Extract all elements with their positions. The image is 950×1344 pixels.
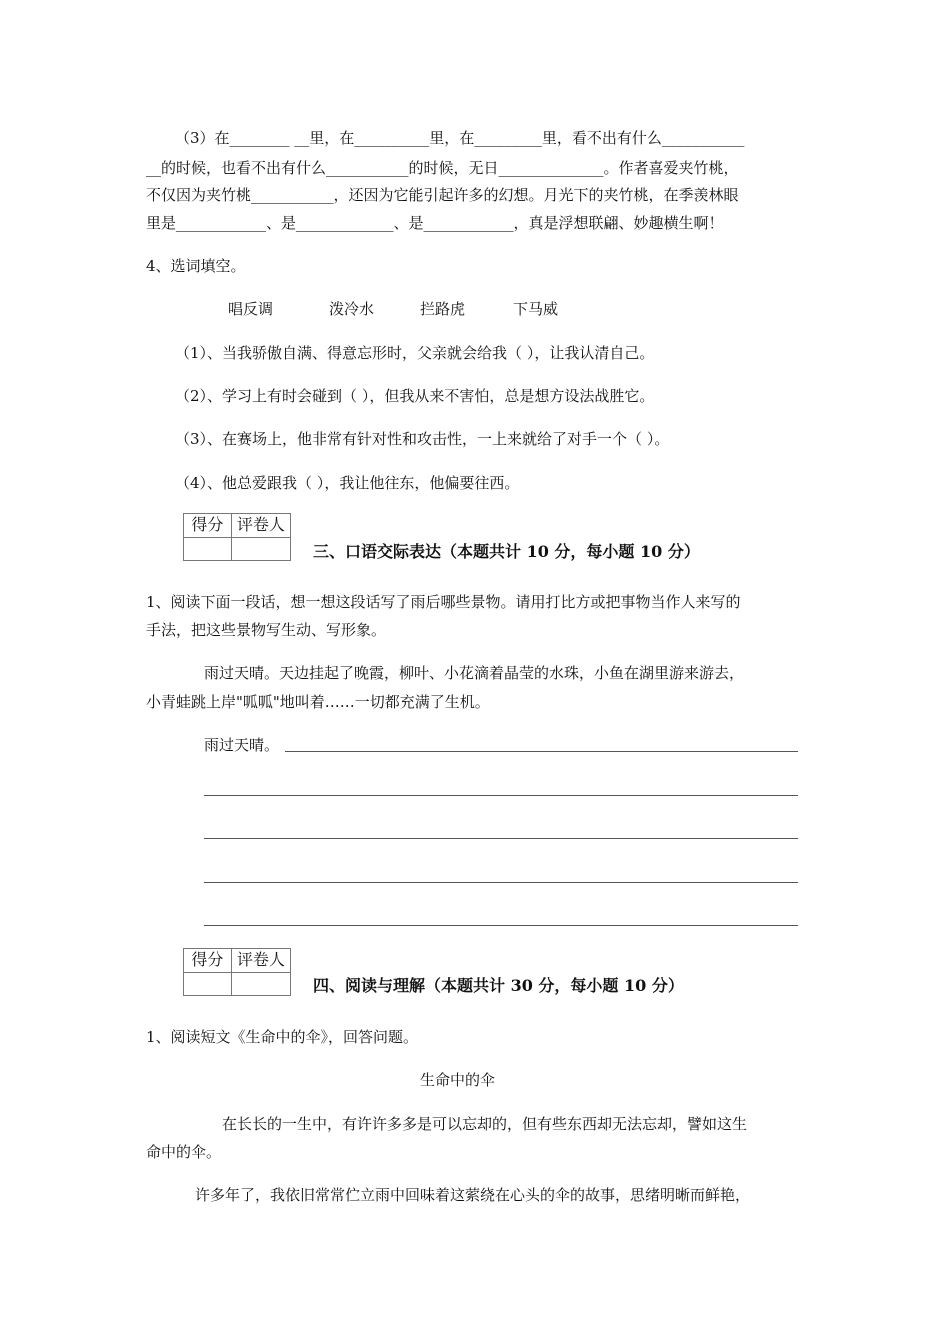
score-cell[interactable]	[184, 537, 232, 561]
grader-label: 评卷人	[231, 514, 290, 538]
q4-item: （1）、当我骄傲自满、得意忘形时，父亲就会给我（ ），让我认清自己。	[175, 344, 655, 362]
q4-item: （2）、学习上有时会碰到（ ），但我从来不害怕，总是想方设法战胜它。	[175, 387, 655, 405]
q3-line1: （3）在________ __里，在__________里，在_________里，看不出有什么___________	[175, 129, 745, 147]
answer-line[interactable]	[204, 925, 798, 926]
section4-heading: 四、阅读与理解（本题共计 30 分，每小题 10 分）	[313, 976, 684, 995]
q4-item: （4）、他总爱跟我（ ），我让他往东，他偏要往西。	[175, 474, 520, 492]
article-p1-line2: 命中的伞。	[146, 1143, 222, 1161]
q4-option: 泼冷水	[329, 300, 375, 318]
q4-item: （3）、在赛场上，他非常有针对性和攻击性，一上来就给了对手一个（ ）。	[175, 430, 670, 448]
q3-line2: __的时候，也看不出有什么___________的时候，无日______________。作者喜爱夹竹桃，	[146, 159, 739, 177]
article-title: 生命中的伞	[420, 1071, 496, 1089]
s3-para-line2: 小青蛙跳上岸"呱呱"地叫着……一切都充满了生机。	[146, 693, 490, 711]
answer-line[interactable]	[204, 795, 798, 796]
answer-line[interactable]	[285, 751, 798, 752]
q4-option: 下马威	[513, 300, 559, 318]
article-p2-line1: 许多年了，我依旧常常伫立雨中回味着这萦绕在心头的伞的故事，思绪明晰而鲜艳，	[195, 1186, 751, 1204]
s3-para-line1: 雨过天晴。天边挂起了晚霞，柳叶、小花滴着晶莹的水珠，小鱼在湖里游来游去，	[204, 664, 745, 682]
q4-title: 4、选词填空。	[146, 257, 246, 275]
score-box	[183, 513, 291, 561]
score-label: 得分	[184, 514, 232, 538]
score-box	[183, 948, 291, 996]
grader-cell[interactable]	[231, 537, 290, 561]
grader-label: 评卷人	[231, 949, 290, 973]
q3-line4: 里是____________、是_____________、是____________，真是浮想联翩、妙趣横生啊！	[146, 214, 724, 232]
s3-q1-line1: 1、阅读下面一段话，想一想这段话写了雨后哪些景物。请用打比方或把事物当作人来写的	[146, 593, 741, 611]
answer-line[interactable]	[204, 838, 798, 839]
q4-option: 唱反调	[228, 300, 274, 318]
article-p1-line1: 在长长的一生中，有许许多多是可以忘却的，但有些东西却无法忘却，譬如这生	[222, 1115, 748, 1133]
q4-option: 拦路虎	[420, 300, 466, 318]
answer-start: 雨过天晴。	[204, 736, 280, 754]
grader-cell[interactable]	[231, 972, 290, 996]
score-cell[interactable]	[184, 972, 232, 996]
score-label: 得分	[184, 949, 232, 973]
s3-q1-line2: 手法，把这些景物写生动、写形象。	[146, 621, 387, 639]
section3-heading: 三、口语交际表达（本题共计 10 分，每小题 10 分）	[313, 542, 700, 561]
s4-q1: 1、阅读短文《生命中的伞》，回答问题。	[146, 1028, 419, 1046]
q3-line3: 不仅因为夹竹桃___________，还因为它能引起许多的幻想。月光下的夹竹桃，在季羡林眼	[146, 186, 739, 204]
answer-line[interactable]	[204, 882, 798, 883]
